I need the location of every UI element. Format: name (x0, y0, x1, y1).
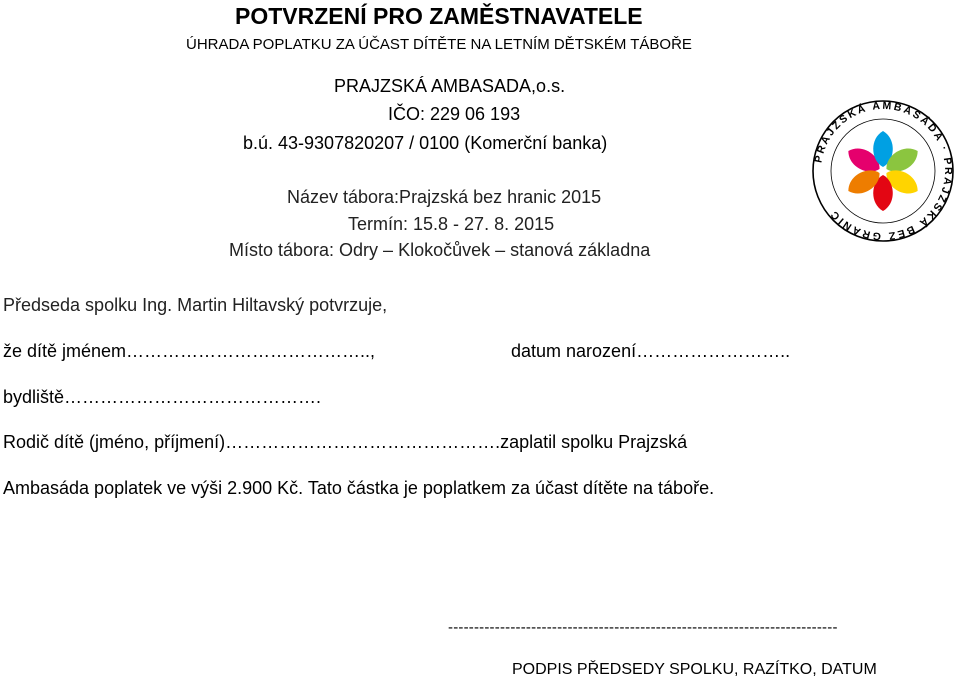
logo-petals (843, 131, 922, 211)
organization-name: PRAJZSKÁ AMBASADA,o.s. (334, 76, 566, 96)
document-subtitle: ÚHRADA POPLATKU ZA ÚČAST DÍTĚTE NA LETNÍM DĚTSKÉM TÁBOŘE (186, 36, 692, 53)
camp-term: Termín: 15.8 - 27. 8. 2015 (348, 214, 555, 234)
organization-logo (808, 96, 958, 246)
organization-ico: IČO: 229 06 193 (388, 104, 521, 124)
address-field: bydliště……………………………………. (3, 387, 322, 407)
logo-ring-text: PRAJZSKÁ AMBASÁDA · PRAJZSKÁ BEZ GRANIC (812, 99, 955, 243)
child-name-field: že dítě jménem………………………………….., (3, 341, 376, 361)
signature-label: PODPIS PŘEDSEDY SPOLKU, RAZÍTKO, DATUM (512, 661, 877, 678)
parent-name-field: Rodič dítě (jméno, příjmení)……………………………………….zaplatil spolku Prajzská (3, 432, 688, 452)
camp-place: Místo tábora: Odry – Klokočůvek – stanová základna (229, 240, 651, 260)
payment-statement: Ambasáda poplatek ve výši 2.900 Kč. Tato částka je poplatkem za účast dítěte na táboře. (3, 478, 715, 498)
signature-line: --------------------------------------------------------------------------- (448, 619, 838, 636)
camp-name: Název tábora:Prajzská bez hranic 2015 (287, 187, 602, 207)
birth-date-field: datum narození…………………….. (511, 341, 791, 361)
chair-statement: Předseda spolku Ing. Martin Hiltavský potvrzuje, (3, 295, 388, 315)
bank-account: b.ú. 43-9307820207 / 0100 (Komerční banka) (243, 133, 608, 153)
document-title: POTVRZENÍ PRO ZAMĚSTNAVATELE (235, 3, 643, 29)
